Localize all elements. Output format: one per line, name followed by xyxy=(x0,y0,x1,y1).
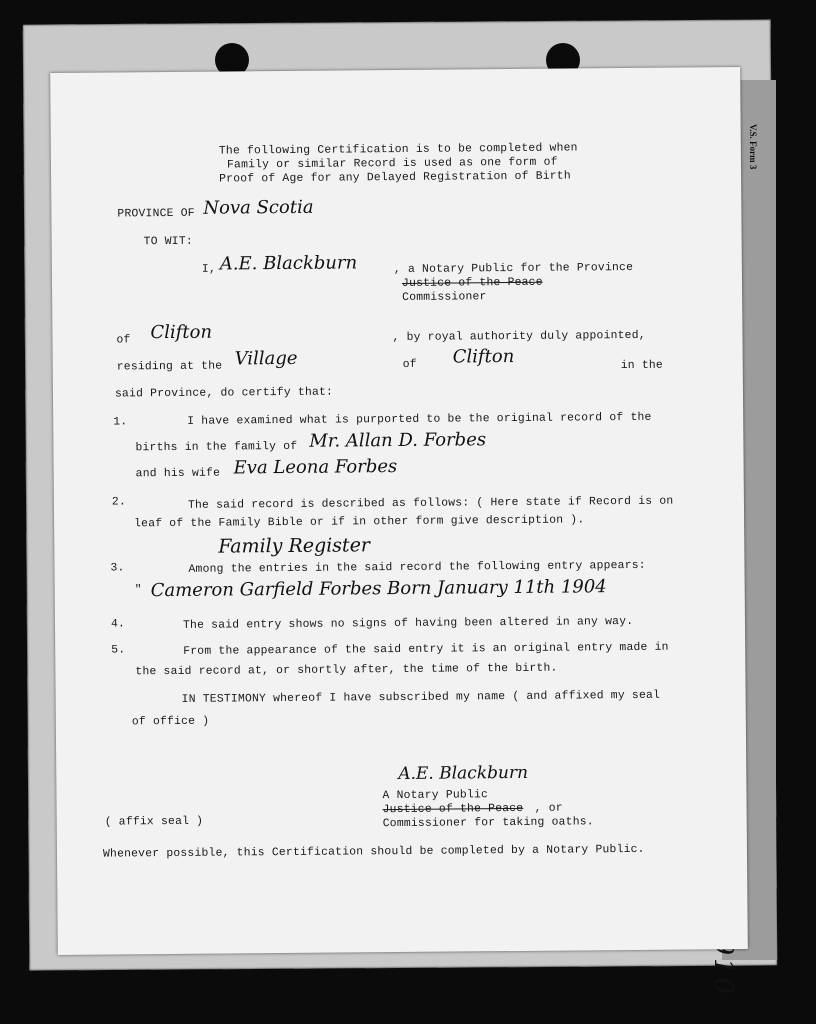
certify-line: said Province, do certify that: xyxy=(114,386,334,401)
affix-seal-label: ( affix seal ) xyxy=(104,815,204,829)
residing-label: residing at the xyxy=(116,360,223,374)
item-1-number: 1. xyxy=(113,416,128,429)
form-id-label: V.S. Form 3 xyxy=(748,124,758,170)
signature: A.E. Blackburn xyxy=(398,762,529,785)
certification-form xyxy=(50,67,748,955)
item-1-line-1: I have examined what is purported to be the original record of the xyxy=(187,411,652,428)
item-3-line-1: Among the entries in the said record the following entry appears: xyxy=(188,559,646,576)
declarant-name: A.E. Blackburn xyxy=(219,252,358,275)
of2-value: Clifton xyxy=(452,345,515,368)
residing-value: Village xyxy=(234,347,298,370)
item-1-line-3: and his wife xyxy=(135,467,221,481)
of-label: of xyxy=(116,334,131,347)
in-the-label: in the xyxy=(620,359,664,373)
province-label: PROVINCE OF xyxy=(117,207,195,221)
item-3-quote: " xyxy=(134,584,142,597)
declarant-role-2: Justice of the Peace xyxy=(401,276,543,290)
declarant-prefix: I, xyxy=(201,263,217,276)
signature-title-3: Commissioner for taking oaths. xyxy=(382,816,594,831)
item-1-line-2: births in the family of xyxy=(135,440,298,455)
item-5-number: 5. xyxy=(111,644,126,657)
of2-label: of xyxy=(402,358,417,371)
declarant-role-1: , a Notary Public for the Province xyxy=(393,261,634,277)
family-of-value: Mr. Allan D. Forbes xyxy=(309,429,487,452)
signature-title-2: Justice of the Peace xyxy=(382,802,524,817)
of-value: Clifton xyxy=(150,321,213,344)
testimony-line-2: of office ) xyxy=(131,715,210,729)
footer-note: Whenever possible, this Certification should be completed by a Notary Public. xyxy=(102,843,645,861)
declarant-role-3: Commissioner xyxy=(402,291,487,304)
signature-title-1: A Notary Public xyxy=(382,789,489,803)
item-4-number: 4. xyxy=(110,618,126,631)
item-2-line-2: leaf of the Family Bible or if in other form give description ). xyxy=(134,514,585,531)
authority-text: , by royal authority duly appointed, xyxy=(392,329,646,345)
wife-value: Eva Leona Forbes xyxy=(233,456,398,479)
item-4-line-1: The said entry shows no signs of having been altered in any way. xyxy=(182,615,634,632)
intro-line-1: The following Certification is to be completed when xyxy=(218,142,578,158)
province-value: Nova Scotia xyxy=(203,196,314,219)
signature-or: , or xyxy=(534,802,563,815)
birth-entry: Cameron Garfield Forbes Born January 11th 1904 xyxy=(150,576,607,602)
item-5-line-1: From the appearance of the said entry it is an original entry made in xyxy=(183,641,669,658)
item-2-line-1: The said record is described as follows: ( Here state if Record is on xyxy=(187,495,674,512)
intro-line-2: Family or similar Record is used as one form of xyxy=(226,156,558,172)
item-3-number: 3. xyxy=(110,562,125,575)
testimony-line-1: IN TESTIMONY whereof I have subscribed my name ( and affixed my seal xyxy=(181,689,661,706)
item-5-line-2: the said record at, or shortly after, the time of the birth. xyxy=(135,662,558,679)
item-2-number: 2. xyxy=(111,496,127,509)
record-description: Family Register xyxy=(218,534,371,558)
intro-line-3: Proof of Age for any Delayed Registration of Birth xyxy=(219,170,571,186)
to-wit-label: TO WIT: xyxy=(143,235,193,249)
